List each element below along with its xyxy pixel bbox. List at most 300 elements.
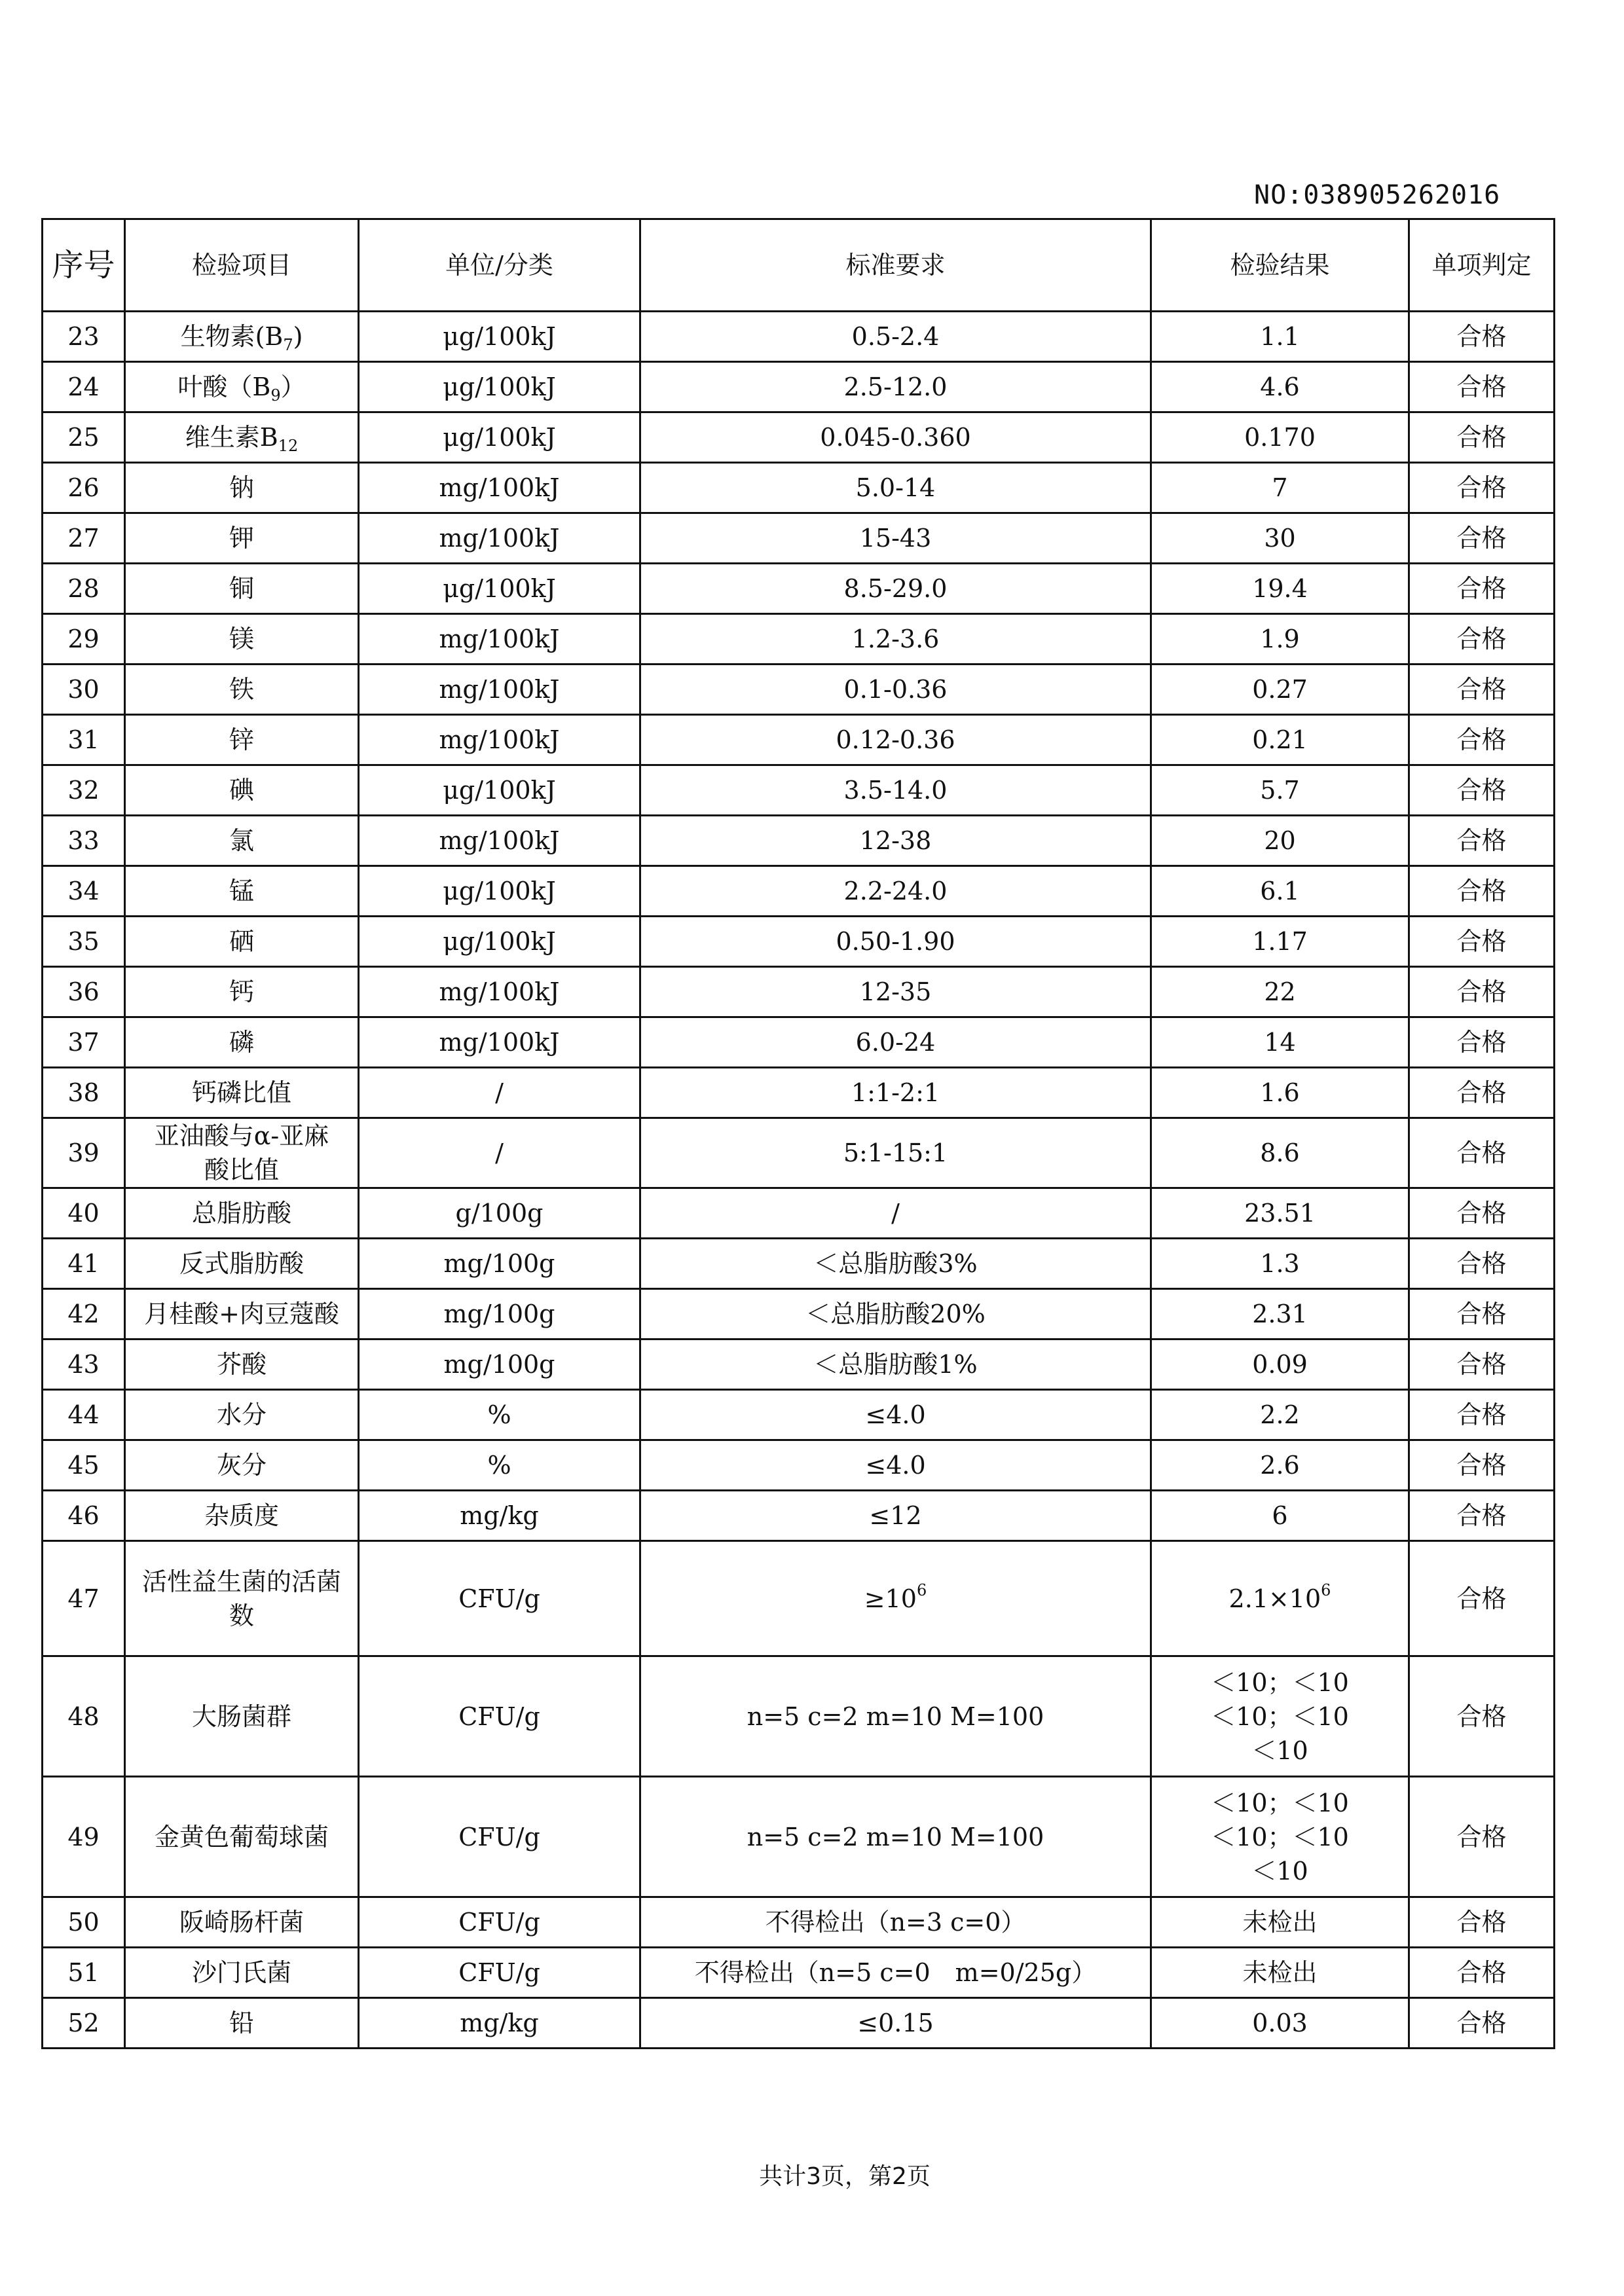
cell-result [1151,1390,1409,1440]
cell-result [1151,312,1409,362]
header-unit: 单位/分类 [359,219,640,312]
standard-text: 0.045-0.360 [820,423,971,452]
cell-judgment: 合格 [1409,362,1555,412]
item-tail: ） [280,373,306,401]
cell-seq: 47 [43,1541,125,1656]
cell-item [125,1897,359,1948]
cell-seq: 38 [43,1068,125,1118]
cell-judgment: 合格 [1409,917,1555,967]
table-row [43,1068,1555,1118]
item-text: 铜 [229,574,254,603]
standard-text: 0.50-1.90 [836,927,955,956]
item-text: 生物素(B [180,322,284,351]
table-row [43,765,1555,816]
cell-standard [640,1289,1151,1339]
cell-result [1151,564,1409,614]
cell-judgment: 合格 [1409,1068,1555,1118]
cell-judgment: 合格 [1409,1239,1555,1289]
item-text: 灰分 [216,1451,267,1480]
cell-judgment: 合格 [1409,1289,1555,1339]
standard-text: ≤4.0 [865,1451,926,1480]
cell-standard [640,1948,1151,1998]
cell-judgment: 合格 [1409,1656,1555,1777]
result-text: 19.4 [1252,574,1308,603]
cell-result [1151,1491,1409,1541]
cell-seq: 39 [43,1118,125,1188]
cell-seq: 25 [43,412,125,463]
cell-seq: 48 [43,1656,125,1777]
cell-judgment: 合格 [1409,614,1555,665]
cell-unit: mg/100kJ [359,665,640,715]
standard-text: 12-35 [859,977,932,1006]
cell-judgment: 合格 [1409,866,1555,917]
cell-unit: μg/100kJ [359,866,640,917]
cell-item [125,917,359,967]
standard-text: ≤12 [869,1501,922,1530]
item-text: 氯 [229,826,254,855]
cell-standard [640,1491,1151,1541]
cell-unit: μg/100kJ [359,362,640,412]
cell-result [1151,362,1409,412]
result-superscript: 6 [1321,1580,1331,1599]
cell-result [1151,665,1409,715]
cell-seq: 24 [43,362,125,412]
cell-standard [640,1897,1151,1948]
standard-text: 不得检出（n=5 c=0 m=0/25g） [694,1958,1097,1987]
table-row [43,564,1555,614]
cell-seq: 40 [43,1188,125,1239]
result-text: 未检出 [1242,1958,1318,1987]
standard-text: ≤4.0 [865,1400,926,1429]
cell-item [125,816,359,866]
cell-standard [640,412,1151,463]
cell-judgment: 合格 [1409,1440,1555,1491]
result-text: 6.1 [1260,877,1300,905]
result-text: 2.31 [1252,1300,1308,1328]
cell-judgment: 合格 [1409,1339,1555,1390]
standard-text: 0.5-2.4 [851,322,940,351]
cell-unit: / [359,1068,640,1118]
standard-text: ≥10 [864,1584,917,1613]
cell-standard [640,1656,1151,1777]
table-row [43,1440,1555,1491]
table-row [43,715,1555,765]
cell-judgment: 合格 [1409,715,1555,765]
cell-item [125,312,359,362]
result-text: 5.7 [1260,776,1300,805]
cell-seq: 31 [43,715,125,765]
cell-item [125,513,359,564]
cell-seq: 45 [43,1440,125,1491]
cell-unit: mg/100g [359,1339,640,1390]
cell-judgment: 合格 [1409,665,1555,715]
cell-judgment: 合格 [1409,1118,1555,1188]
cell-judgment: 合格 [1409,1998,1555,2049]
result-text: 20 [1264,826,1296,855]
cell-result [1151,1541,1409,1656]
standard-text: 6.0-24 [855,1028,936,1057]
result-text: 未检出 [1242,1908,1318,1937]
standard-text: 1.2-3.6 [851,625,940,653]
result-text: 2.1×10 [1228,1584,1321,1613]
cell-standard [640,866,1151,917]
cell-result [1151,463,1409,513]
cell-unit: μg/100kJ [359,312,640,362]
item-text: 沙门氏菌 [191,1958,291,1987]
cell-item [125,967,359,1017]
cell-result [1151,1656,1409,1777]
standard-text: ＜总脂肪酸3% [813,1249,978,1278]
standard-text: n=5 c=2 m=10 M=100 [747,1702,1044,1731]
table-row [43,1998,1555,2049]
table-row [43,917,1555,967]
standard-text: 0.1-0.36 [843,675,948,704]
result-text: 0.09 [1252,1350,1308,1379]
result-text: 1.6 [1260,1078,1300,1107]
cell-item [125,412,359,463]
item-text: 杂质度 [204,1501,279,1530]
cell-standard [640,917,1151,967]
cell-item [125,1491,359,1541]
item-text: 维生素B [185,423,278,452]
cell-standard [640,967,1151,1017]
table-row [43,412,1555,463]
standard-text: 0.12-0.36 [836,725,955,754]
table-row [43,1017,1555,1068]
result-text: 4.6 [1260,373,1300,401]
cell-result [1151,715,1409,765]
cell-result [1151,866,1409,917]
cell-item [125,765,359,816]
result-text: 6 [1272,1501,1288,1530]
cell-standard [640,1068,1151,1118]
table-row [43,312,1555,362]
cell-judgment: 合格 [1409,1491,1555,1541]
cell-seq: 43 [43,1339,125,1390]
cell-item [125,1440,359,1491]
standard-text: n=5 c=2 m=10 M=100 [747,1822,1044,1851]
cell-item [125,463,359,513]
item-text: 亚油酸与α-亚麻 [154,1121,329,1150]
cell-standard [640,665,1151,715]
cell-unit: mg/100kJ [359,967,640,1017]
cell-seq: 32 [43,765,125,816]
cell-result [1151,1440,1409,1491]
cell-judgment: 合格 [1409,1017,1555,1068]
cell-unit: CFU/g [359,1656,640,1777]
cell-seq: 27 [43,513,125,564]
cell-unit: CFU/g [359,1897,640,1948]
item-text: 磷 [229,1028,254,1057]
item-tail: ) [293,322,303,351]
cell-standard [640,816,1151,866]
cell-item [125,866,359,917]
cell-item [125,1017,359,1068]
item-text: 碘 [229,776,254,805]
result-line: ＜10；＜10 [1211,1788,1349,1817]
cell-standard [640,1239,1151,1289]
cell-standard [640,614,1151,665]
cell-result [1151,816,1409,866]
cell-item [125,1289,359,1339]
cell-item [125,1656,359,1777]
cell-seq: 33 [43,816,125,866]
cell-unit: mg/100kJ [359,513,640,564]
standard-superscript: 6 [916,1580,927,1599]
table-row [43,463,1555,513]
cell-item [125,1777,359,1897]
cell-judgment: 合格 [1409,765,1555,816]
cell-item [125,1390,359,1440]
cell-standard [640,1390,1151,1440]
cell-unit: mg/100kJ [359,614,640,665]
header-item: 检验项目 [125,219,359,312]
standard-text: 5.0-14 [855,473,936,502]
cell-unit: mg/100kJ [359,463,640,513]
cell-item [125,1068,359,1118]
cell-standard [640,513,1151,564]
cell-judgment: 合格 [1409,1390,1555,1440]
cell-item [125,362,359,412]
cell-seq: 52 [43,1998,125,2049]
table-header-row [43,219,1555,312]
cell-judgment: 合格 [1409,1188,1555,1239]
result-text: 7 [1272,473,1288,502]
cell-unit: mg/kg [359,1998,640,2049]
item-subscript: 9 [270,386,281,405]
cell-unit: g/100g [359,1188,640,1239]
cell-item [125,665,359,715]
cell-standard [640,1998,1151,2049]
cell-item [125,614,359,665]
result-text: 1.3 [1260,1249,1300,1278]
cell-unit: μg/100kJ [359,564,640,614]
cell-unit: CFU/g [359,1948,640,1998]
cell-result [1151,614,1409,665]
table-row [43,513,1555,564]
cell-item [125,1541,359,1656]
cell-judgment: 合格 [1409,463,1555,513]
cell-standard [640,1440,1151,1491]
item-text: 大肠菌群 [191,1702,291,1731]
cell-item [125,715,359,765]
result-text: 23.51 [1244,1199,1316,1228]
cell-seq: 41 [43,1239,125,1289]
header-judgment: 单项判定 [1409,219,1555,312]
inspection-table [41,218,1555,2049]
standard-text: ＜总脂肪酸1% [813,1350,978,1379]
standard-text: 2.5-12.0 [843,373,948,401]
item-text: 叶酸（B [177,373,271,401]
table-row [43,1491,1555,1541]
table-row [43,614,1555,665]
cell-standard [640,715,1151,765]
result-text: 1.17 [1252,927,1308,956]
item-text: 月桂酸+肉豆蔻酸 [144,1300,339,1328]
cell-judgment: 合格 [1409,312,1555,362]
cell-result [1151,1068,1409,1118]
cell-seq: 49 [43,1777,125,1897]
cell-seq: 46 [43,1491,125,1541]
cell-judgment: 合格 [1409,1541,1555,1656]
cell-item [125,1339,359,1390]
cell-result [1151,1339,1409,1390]
cell-result [1151,1948,1409,1998]
cell-seq: 37 [43,1017,125,1068]
standard-text: 8.5-29.0 [843,574,948,603]
cell-unit: mg/kg [359,1491,640,1541]
table-row [43,1239,1555,1289]
item-text: 铅 [229,2009,254,2037]
cell-seq: 51 [43,1948,125,1998]
item-text: 钙 [229,977,254,1006]
cell-unit: % [359,1440,640,1491]
item-text-line2: 数 [229,1601,254,1630]
table-row [43,1897,1555,1948]
standard-text: 不得检出（n=3 c=0） [765,1908,1026,1937]
cell-seq: 29 [43,614,125,665]
item-text: 金黄色葡萄球菌 [154,1822,329,1851]
item-text: 反式脂肪酸 [179,1249,304,1278]
standard-text: 2.2-24.0 [843,877,948,905]
cell-result [1151,1017,1409,1068]
cell-result [1151,1239,1409,1289]
result-text: 1.9 [1260,625,1300,653]
table-row [43,1390,1555,1440]
cell-unit: CFU/g [359,1541,640,1656]
item-text: 活性益生菌的活菌 [141,1567,341,1596]
cell-seq: 50 [43,1897,125,1948]
item-text: 钠 [229,473,254,502]
result-text: 2.6 [1260,1451,1300,1480]
cell-standard [640,1777,1151,1897]
cell-result [1151,765,1409,816]
cell-unit: μg/100kJ [359,412,640,463]
result-line: ＜10 [1251,1856,1308,1886]
cell-result [1151,1118,1409,1188]
result-text: 22 [1264,977,1296,1006]
cell-unit: μg/100kJ [359,765,640,816]
cell-result [1151,1289,1409,1339]
item-text: 镁 [229,625,254,653]
cell-item [125,564,359,614]
table-row [43,967,1555,1017]
item-text: 锌 [229,725,254,754]
cell-unit: mg/100kJ [359,816,640,866]
cell-seq: 44 [43,1390,125,1440]
cell-item [125,1948,359,1998]
header-seq: 序号 [43,219,125,312]
cell-seq: 34 [43,866,125,917]
page-footer: 共计3页，第2页 [759,2163,931,2190]
cell-judgment: 合格 [1409,1897,1555,1948]
cell-standard [640,362,1151,412]
table-row [43,1289,1555,1339]
cell-result [1151,1777,1409,1897]
cell-standard [640,312,1151,362]
standard-text: ≤0.15 [857,2009,934,2037]
standard-text: / [891,1199,900,1228]
standard-text: 3.5-14.0 [843,776,948,805]
cell-unit: mg/100g [359,1289,640,1339]
cell-result [1151,1998,1409,2049]
table-row [43,1339,1555,1390]
cell-item [125,1239,359,1289]
cell-result [1151,1897,1409,1948]
cell-unit: μg/100kJ [359,917,640,967]
cell-result [1151,412,1409,463]
result-line: ＜10；＜10 [1211,1822,1349,1851]
cell-seq: 30 [43,665,125,715]
cell-seq: 23 [43,312,125,362]
result-text: 0.170 [1244,423,1316,452]
item-text: 钙磷比值 [191,1078,291,1107]
cell-judgment: 合格 [1409,513,1555,564]
result-line: ＜10 [1251,1736,1308,1765]
table-row [43,1188,1555,1239]
item-text: 芥酸 [216,1350,267,1379]
cell-judgment: 合格 [1409,564,1555,614]
table-body [43,312,1555,2049]
cell-standard [640,1188,1151,1239]
result-text: 0.03 [1252,2009,1308,2037]
cell-seq: 42 [43,1289,125,1339]
result-text: 14 [1264,1028,1296,1057]
item-text: 阪崎肠杆菌 [179,1908,304,1937]
table-row [43,1118,1555,1188]
standard-text: ＜总脂肪酸20% [805,1300,986,1328]
standard-text: 1:1-2:1 [851,1078,940,1107]
cell-judgment: 合格 [1409,1777,1555,1897]
cell-standard [640,1541,1151,1656]
cell-result [1151,1188,1409,1239]
cell-seq: 36 [43,967,125,1017]
result-text: 0.27 [1252,675,1308,704]
item-subscript: 7 [283,336,293,354]
result-line: ＜10；＜10 [1211,1667,1349,1697]
cell-judgment: 合格 [1409,412,1555,463]
cell-judgment: 合格 [1409,967,1555,1017]
item-text: 钾 [229,524,254,553]
item-text: 水分 [216,1400,267,1429]
cell-standard [640,1017,1151,1068]
table-row [43,1948,1555,1998]
item-text: 硒 [229,927,254,956]
cell-item [125,1188,359,1239]
table-row [43,1541,1555,1656]
cell-result [1151,967,1409,1017]
header-result: 检验结果 [1151,219,1409,312]
cell-unit: CFU/g [359,1777,640,1897]
cell-unit: % [359,1390,640,1440]
cell-seq: 35 [43,917,125,967]
result-text: 0.21 [1252,725,1308,754]
table-row [43,866,1555,917]
table-row [43,1777,1555,1897]
cell-standard [640,564,1151,614]
cell-unit: mg/100kJ [359,1017,640,1068]
item-text: 总脂肪酸 [191,1199,291,1228]
cell-standard [640,1118,1151,1188]
cell-standard [640,463,1151,513]
cell-judgment: 合格 [1409,816,1555,866]
cell-seq: 28 [43,564,125,614]
standard-text: 5:1-15:1 [843,1139,948,1167]
item-subscript: 12 [278,437,299,455]
table-row [43,665,1555,715]
cell-result [1151,917,1409,967]
cell-standard [640,765,1151,816]
